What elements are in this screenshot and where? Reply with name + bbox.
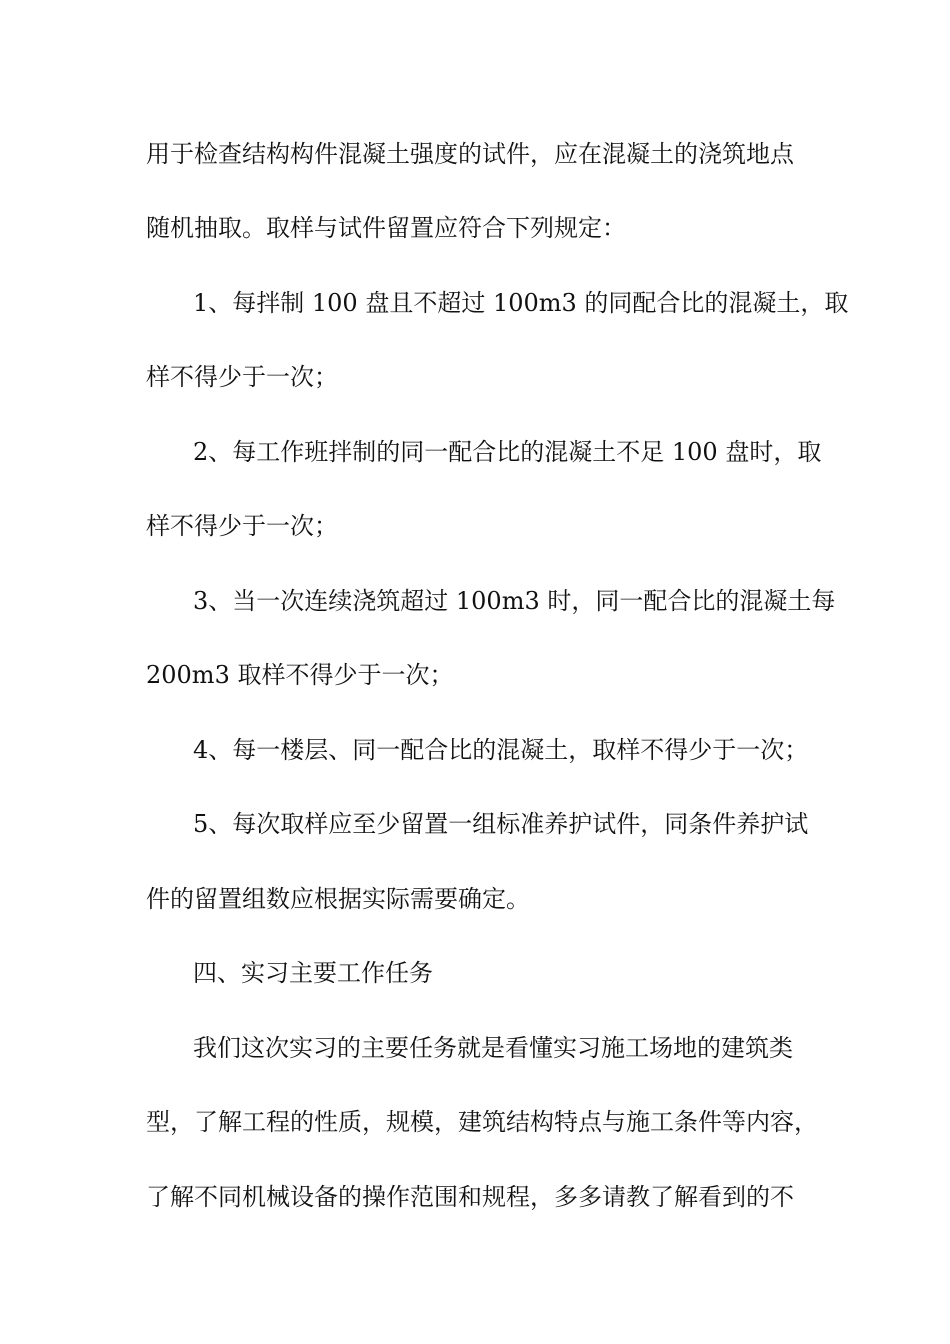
list-item-2-line-1: 2、每工作班拌制的同一配合比的混凝土不足 100 盘时，取 bbox=[193, 438, 822, 466]
paragraph-line-2: 型，了解工程的性质，规模，建筑结构特点与施工条件等内容， bbox=[146, 1108, 818, 1136]
list-item-1-line-1: 1、每拌制 100 盘且不超过 100m3 的同配合比的混凝土，取 bbox=[193, 289, 849, 317]
list-item-5-line-1: 5、每次取样应至少留置一组标准养护试件，同条件养护试 bbox=[193, 810, 809, 838]
list-item-2-line-2: 样不得少于一次； bbox=[146, 512, 338, 540]
list-item-4: 4、每一楼层、同一配合比的混凝土，取样不得少于一次； bbox=[193, 736, 809, 764]
paragraph-line-1: 我们这次实习的主要任务就是看懂实习施工场地的建筑类 bbox=[193, 1034, 793, 1062]
list-item-1-line-2: 样不得少于一次； bbox=[146, 363, 338, 391]
list-item-3-line-1: 3、当一次连续浇筑超过 100m3 时，同一配合比的混凝土每 bbox=[193, 587, 836, 615]
text-line-2: 随机抽取。取样与试件留置应符合下列规定： bbox=[146, 214, 626, 242]
paragraph-line-3: 了解不同机械设备的操作范围和规程，多多请教了解看到的不 bbox=[146, 1183, 794, 1211]
section-heading: 四、实习主要工作任务 bbox=[193, 959, 433, 987]
list-item-5-line-2: 件的留置组数应根据实际需要确定。 bbox=[146, 885, 530, 913]
list-item-3-line-2: 200m3 取样不得少于一次； bbox=[146, 661, 454, 689]
text-line-1: 用于检查结构构件混凝土强度的试件，应在混凝土的浇筑地点 bbox=[146, 140, 794, 168]
